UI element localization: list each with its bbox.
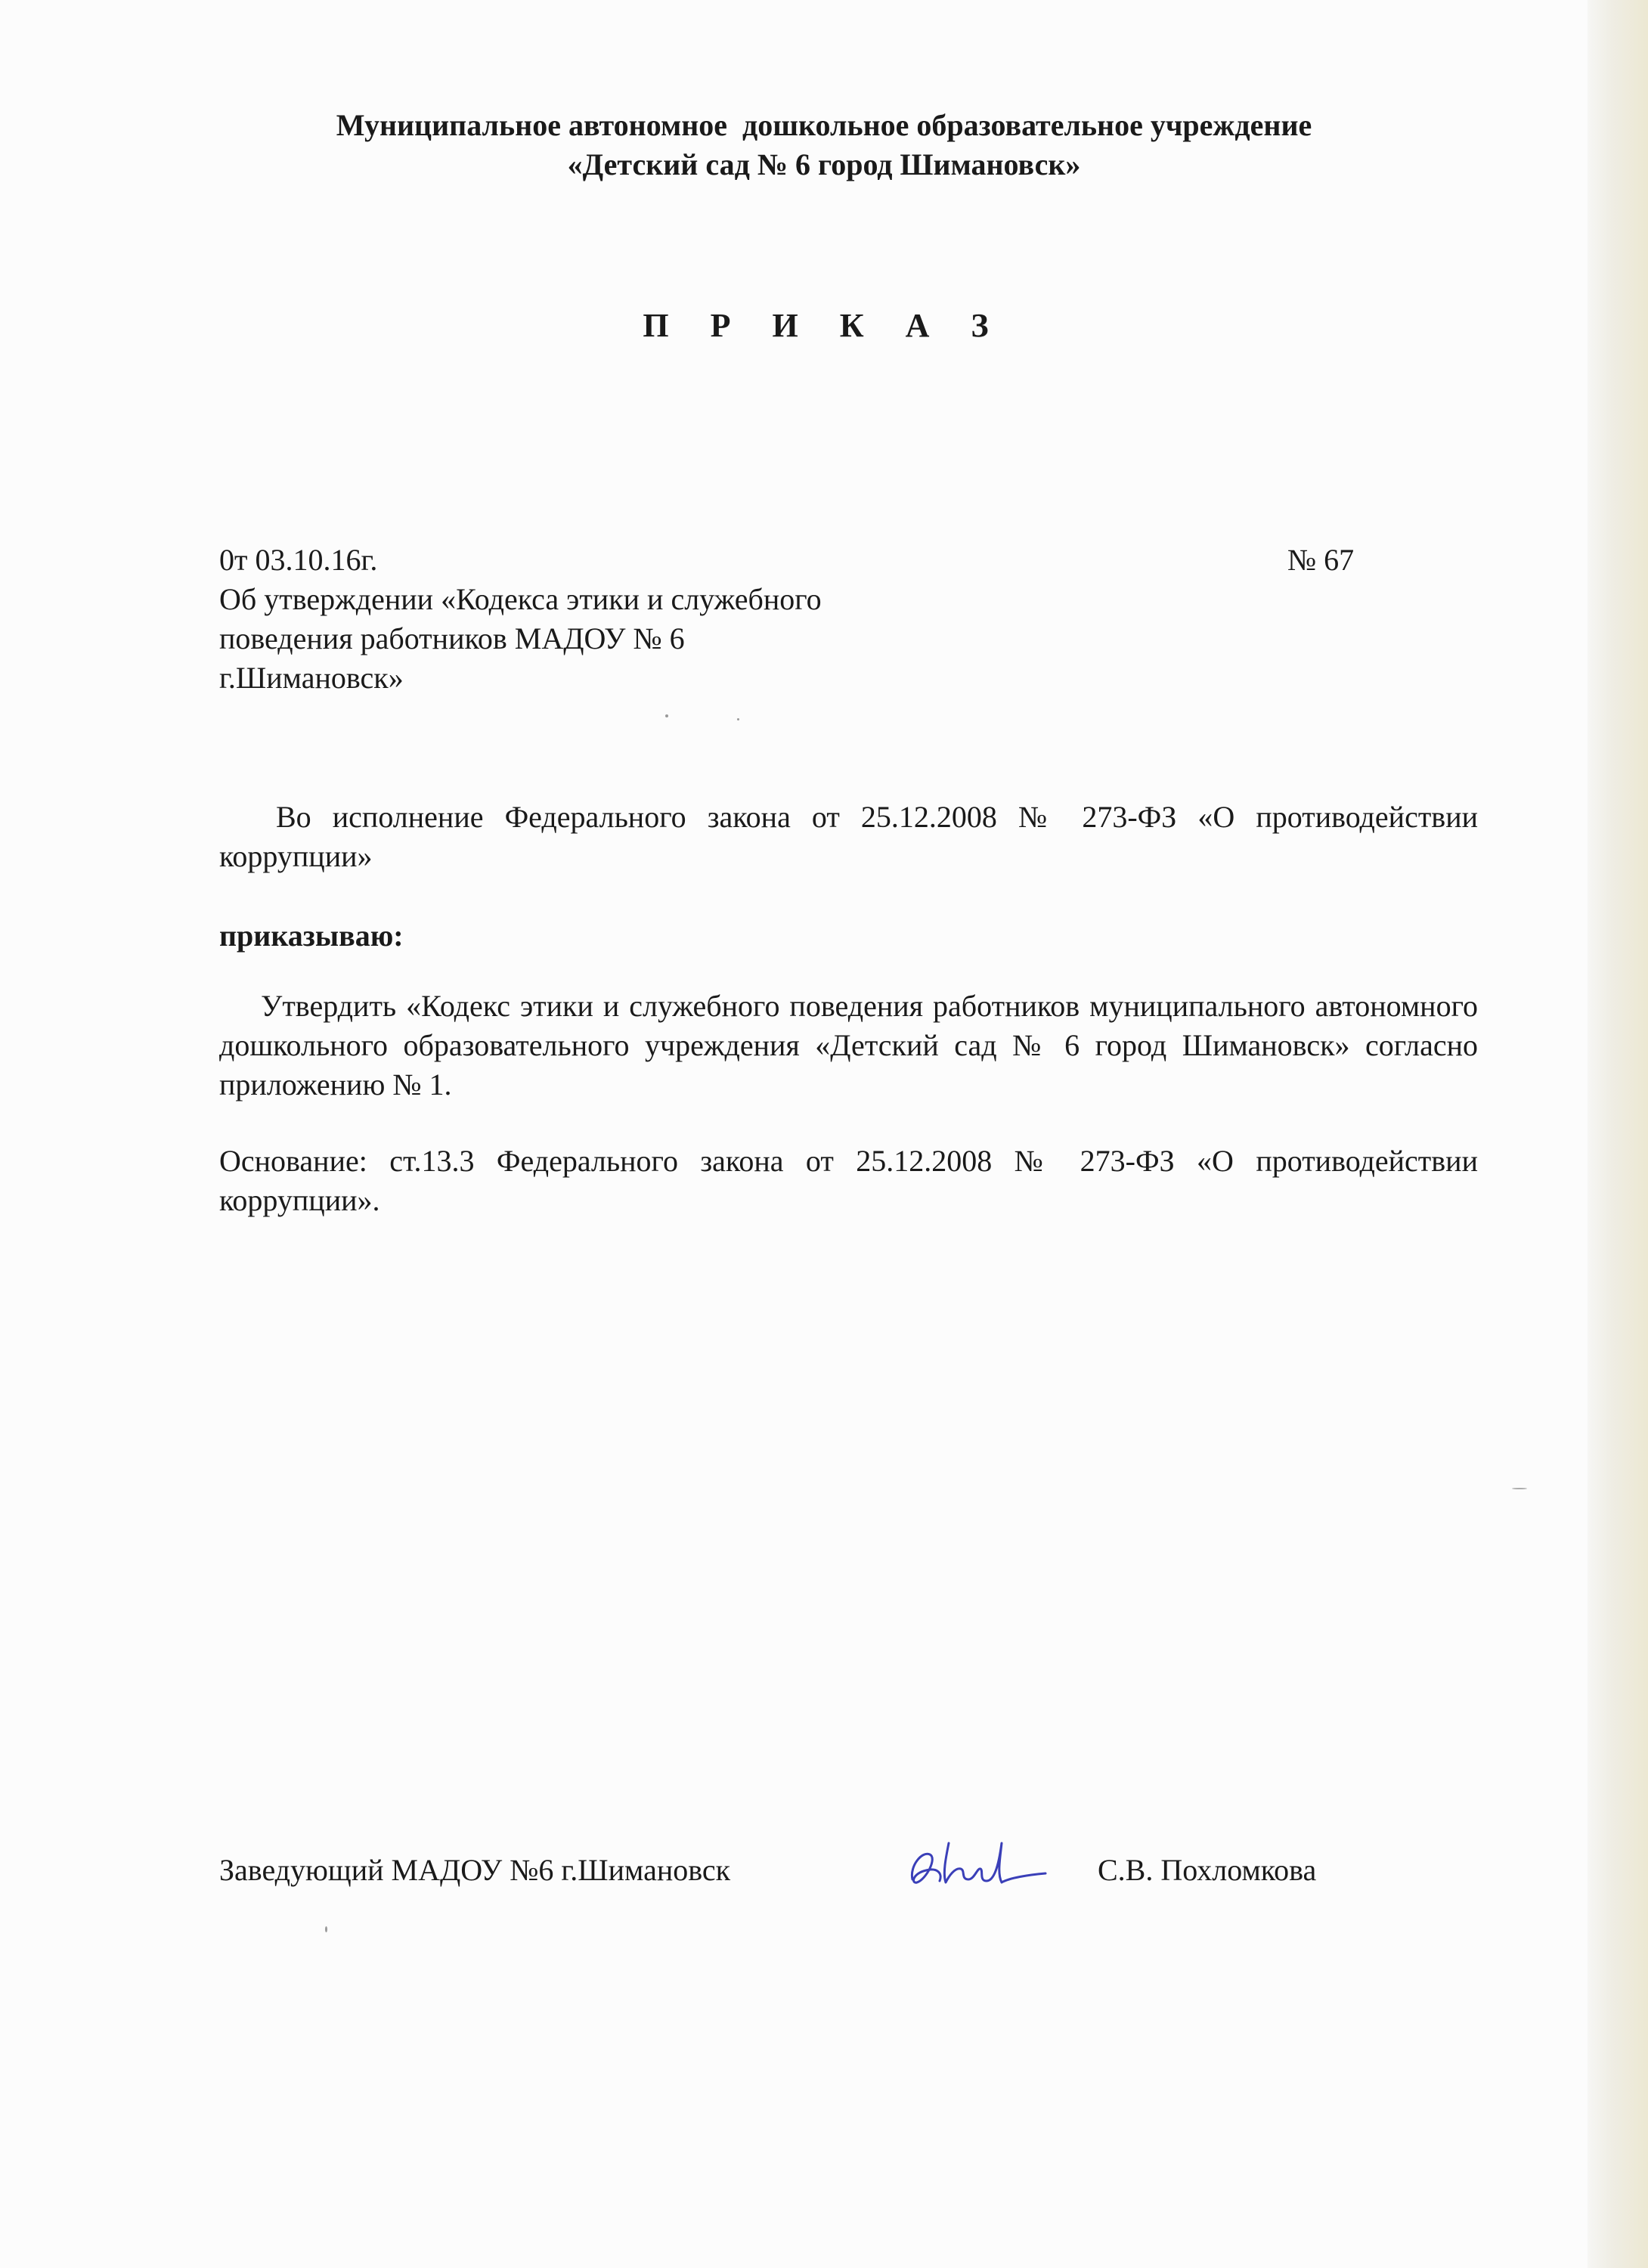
scan-speck	[325, 1926, 327, 1932]
order-subject-line: Об утверждении «Кодекса этики и служебного	[219, 582, 822, 616]
order-number: № 67	[1287, 543, 1355, 577]
scan-speck	[1512, 1488, 1527, 1489]
organization-name-line2: «Детский сад № 6 город Шимановск»	[567, 147, 1081, 181]
scan-speck	[665, 714, 668, 717]
approval-paragraph: Утвердить «Кодекс этики и служебного поведения работников муниципального автономного дошкольного образовательного учреждения «Детский сад № 6 город Шимановск» согласно приложению № 1.	[219, 989, 1478, 1101]
order-subject	[219, 580, 900, 698]
order-subject-line: г.Шимановск»	[219, 661, 404, 695]
scan-speck	[737, 718, 739, 720]
signer-name: С.В. Похломкова	[1098, 1853, 1317, 1887]
organization-name-line1: Муниципальное автономное дошкольное образовательное учреждение	[336, 108, 1312, 142]
organization-header	[0, 106, 1648, 184]
signer-position: Заведующий МАДОУ №6 г.Шимановск	[219, 1853, 731, 1887]
document-title: П Р И К А З	[643, 307, 1005, 344]
order-date: 0т 03.10.16г.	[219, 543, 378, 577]
order-subject-line: поведения работников МАДОУ № 6	[219, 621, 685, 655]
handwritten-signature	[896, 1820, 1047, 1896]
legal-basis-paragraph: Во исполнение Федерального закона от 25.12.2008 № 273-ФЗ «О противодействии коррупции»	[219, 800, 1478, 873]
reason-paragraph: Основание: ст.13.3 Федерального закона от 25.12.2008 № 273-ФЗ «О противодействии коррупции».	[219, 1144, 1478, 1217]
signature-block	[219, 1851, 1504, 1911]
order-directive: приказываю:	[219, 919, 404, 953]
